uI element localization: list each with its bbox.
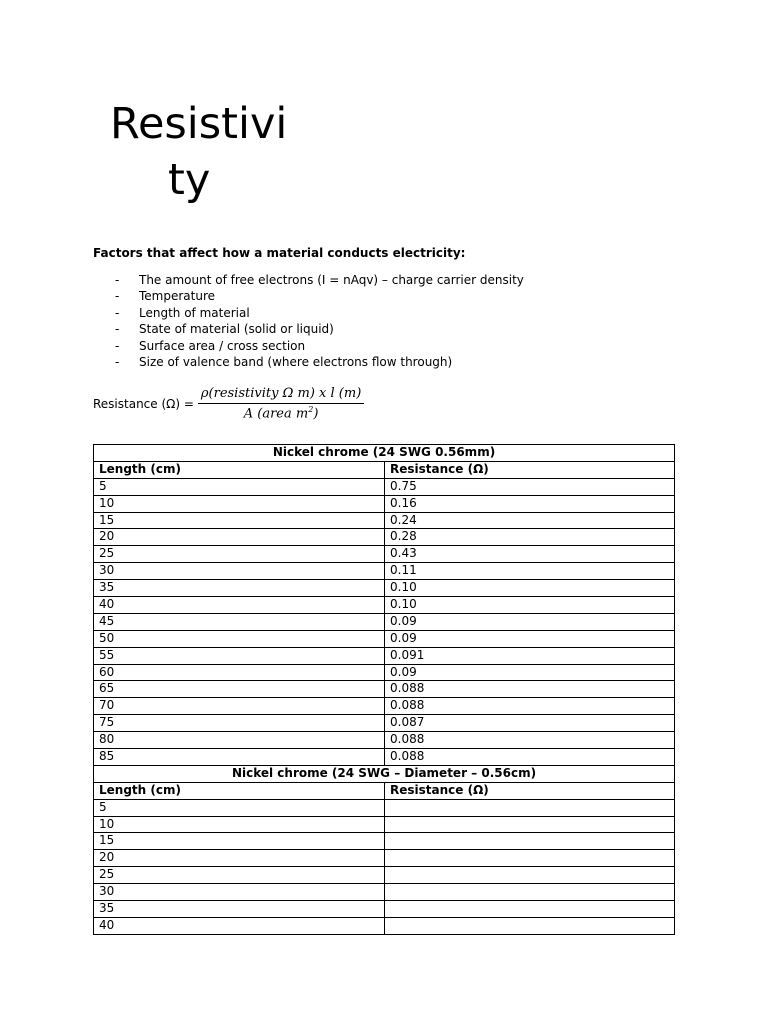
resistance-cell: [385, 850, 675, 867]
table-row: [94, 867, 675, 884]
length-cell: 80: [94, 732, 385, 749]
table-row: [94, 563, 675, 580]
table-section-title: Nickel chrome (24 SWG 0.56mm): [94, 445, 675, 462]
formula-numerator: ρ(resistivity Ω m) x l (m): [198, 386, 364, 404]
bullet-dash: -: [115, 289, 120, 304]
resistance-cell: 0.088: [385, 732, 675, 749]
table-row: [94, 715, 675, 732]
table-row: [94, 884, 675, 901]
length-cell: 5: [94, 799, 385, 816]
resistance-cell: [385, 833, 675, 850]
table-row: [94, 901, 675, 918]
resistance-table: [93, 444, 675, 935]
list-item: - The amount of free electrons (I = nAqv) – charge carrier density: [115, 273, 524, 287]
resistance-cell: 0.087: [385, 715, 675, 732]
bullet-dash: -: [115, 322, 120, 337]
resistance-cell: 0.28: [385, 529, 675, 546]
length-cell: 20: [94, 529, 385, 546]
resistance-cell: 0.091: [385, 647, 675, 664]
table-row: [94, 613, 675, 630]
table-row: [94, 580, 675, 597]
table-row: [94, 647, 675, 664]
table-row: [94, 799, 675, 816]
bullet-dash: -: [115, 273, 120, 287]
table-section-title-row: [94, 445, 675, 462]
factors-list: [93, 272, 524, 370]
table-row: [94, 512, 675, 529]
table-section-title: Nickel chrome (24 SWG – Diameter – 0.56cm): [94, 765, 675, 782]
length-cell: 25: [94, 546, 385, 563]
table-row: [94, 495, 675, 512]
table-row: [94, 698, 675, 715]
length-cell: 20: [94, 850, 385, 867]
length-cell: 65: [94, 681, 385, 698]
resistance-cell: 0.10: [385, 597, 675, 614]
resistance-cell: 0.16: [385, 495, 675, 512]
resistance-cell: 0.088: [385, 698, 675, 715]
length-cell: 25: [94, 867, 385, 884]
length-cell: 50: [94, 630, 385, 647]
table-row: [94, 664, 675, 681]
table-row: [94, 597, 675, 614]
resistance-cell: [385, 901, 675, 918]
table-row: [94, 478, 675, 495]
resistance-cell: [385, 816, 675, 833]
length-cell: 75: [94, 715, 385, 732]
column-header-resistance: Resistance (Ω): [385, 782, 675, 799]
list-item: - Temperature: [115, 289, 216, 304]
bullet-dash: -: [115, 354, 120, 369]
title-line-2: ty: [168, 155, 211, 205]
table-row: [94, 816, 675, 833]
table-row: [94, 833, 675, 850]
table-row: [94, 529, 675, 546]
length-cell: 30: [94, 884, 385, 901]
length-cell: 10: [94, 495, 385, 512]
table-row: [94, 681, 675, 698]
document-title: [110, 96, 288, 208]
resistance-cell: 0.09: [385, 613, 675, 630]
column-header-length: Length (cm): [94, 782, 385, 799]
list-item: - Size of valence band (where electrons flow through): [115, 354, 453, 369]
length-cell: 45: [94, 613, 385, 630]
table-row: [94, 749, 675, 766]
length-cell: 40: [94, 917, 385, 934]
resistance-cell: 0.088: [385, 681, 675, 698]
resistance-cell: 0.24: [385, 512, 675, 529]
resistance-cell: [385, 799, 675, 816]
table-header-row: [94, 782, 675, 799]
length-cell: 55: [94, 647, 385, 664]
resistance-formula: [93, 386, 364, 421]
resistance-cell: 0.09: [385, 630, 675, 647]
table-row: [94, 630, 675, 647]
table-header-row: [94, 461, 675, 478]
length-cell: 70: [94, 698, 385, 715]
factors-heading: Factors that affect how a material conducts electricity:: [93, 246, 466, 260]
list-item: - Surface area / cross section: [115, 338, 306, 353]
length-cell: 35: [94, 580, 385, 597]
formula-fraction: [198, 386, 364, 421]
resistance-cell: 0.09: [385, 664, 675, 681]
table-row: [94, 546, 675, 563]
length-cell: 40: [94, 597, 385, 614]
resistance-cell: [385, 917, 675, 934]
length-cell: 15: [94, 833, 385, 850]
column-header-resistance: Resistance (Ω): [385, 461, 675, 478]
length-cell: 10: [94, 816, 385, 833]
resistance-cell: 0.10: [385, 580, 675, 597]
formula-denominator: A (area $m^2$): [243, 405, 319, 422]
resistance-cell: 0.11: [385, 563, 675, 580]
table-row: [94, 850, 675, 867]
resistance-cell: [385, 884, 675, 901]
list-item: - State of material (solid or liquid): [115, 322, 334, 337]
table-row: [94, 917, 675, 934]
resistance-cell: [385, 867, 675, 884]
length-cell: 5: [94, 478, 385, 495]
length-cell: 60: [94, 664, 385, 681]
resistance-cell: 0.088: [385, 749, 675, 766]
list-item: - Length of material: [115, 305, 250, 320]
column-header-length: Length (cm): [94, 461, 385, 478]
length-cell: 85: [94, 749, 385, 766]
formula-label: Resistance (Ω) =: [93, 396, 194, 411]
resistance-cell: 0.75: [385, 478, 675, 495]
length-cell: 30: [94, 563, 385, 580]
resistance-cell: 0.43: [385, 546, 675, 563]
bullet-dash: -: [115, 305, 120, 320]
length-cell: 35: [94, 901, 385, 918]
table-row: [94, 732, 675, 749]
table-section-title-row: [94, 765, 675, 782]
bullet-dash: -: [115, 338, 120, 353]
title-line-1: Resistivi: [110, 99, 288, 149]
length-cell: 15: [94, 512, 385, 529]
